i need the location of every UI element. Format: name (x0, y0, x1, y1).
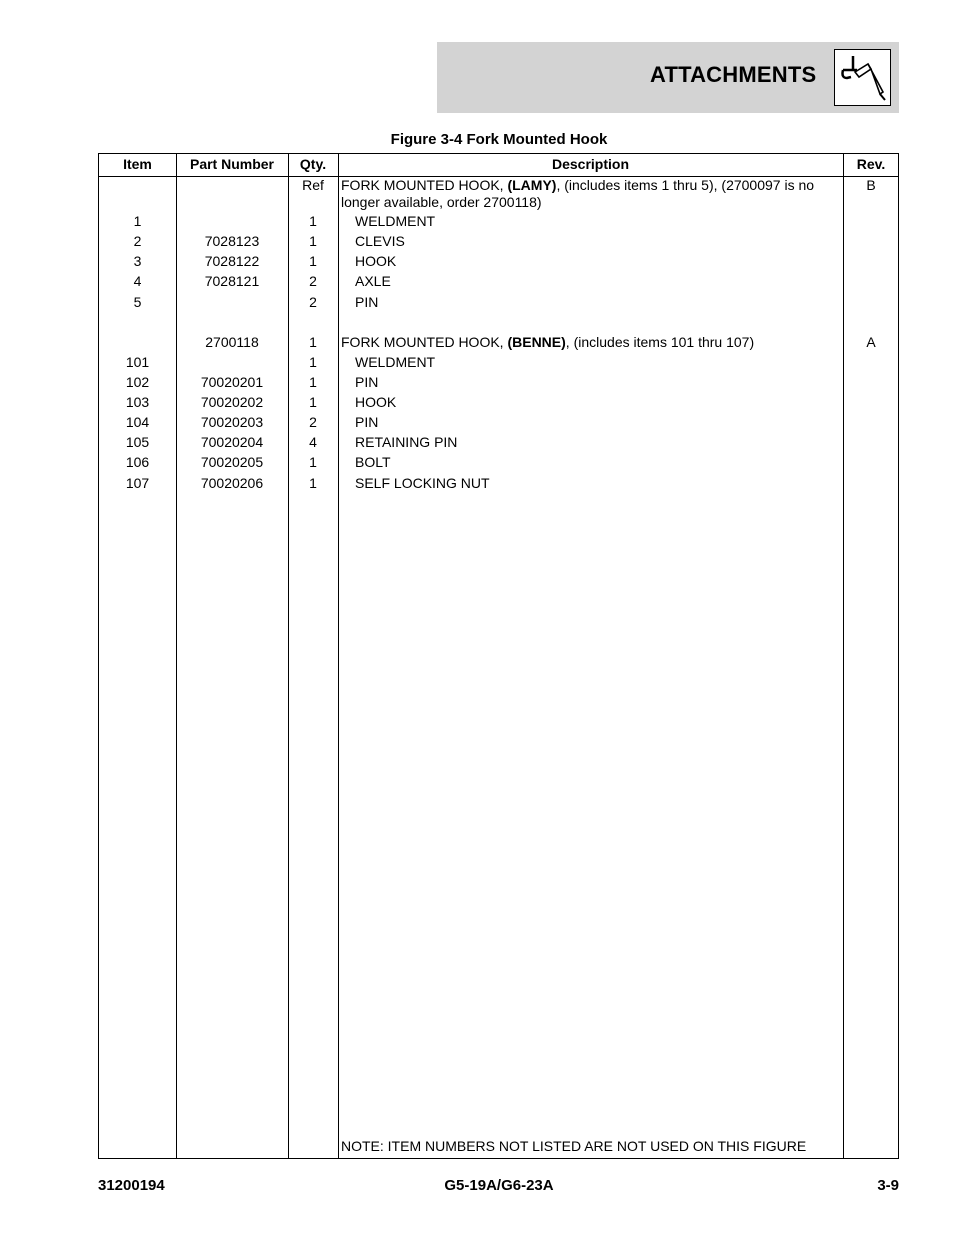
part-number-cell: 70020206 (200, 475, 264, 491)
qty-cell: 4 (309, 434, 317, 450)
qty-cell: 1 (309, 354, 317, 370)
note-text: NOTE: ITEM NUMBERS NOT LISTED ARE NOT USED ON THIS FIGURE (341, 1138, 807, 1154)
description-cell: BOLT (355, 454, 391, 470)
description-cell: AXLE (355, 273, 391, 289)
footer-page-number: 3-9 (877, 1177, 899, 1194)
description-cell: HOOK (355, 253, 397, 269)
part-number-cell: 7028123 (204, 233, 260, 249)
part-number-cell: 70020203 (200, 414, 264, 430)
item-cell: 2 (133, 233, 142, 249)
qty-cell: 2 (309, 414, 317, 430)
qty-cell: 1 (309, 334, 317, 350)
item-cell: 103 (125, 394, 150, 410)
item-cell: 101 (125, 354, 150, 370)
wrench-hook-icon (834, 49, 891, 106)
item-cell: 4 (133, 273, 142, 289)
description-cell: FORK MOUNTED HOOK, (BENNE), (includes items 101 thru 107) (341, 334, 755, 350)
column-divider (176, 154, 177, 1158)
part-number-cell: 2700118 (205, 334, 259, 350)
description-cell: FORK MOUNTED HOOK, (LAMY), (includes items 1 thru 5), (2700097 is no longer available, order 2700118) (341, 177, 815, 210)
description-cell: CLEVIS (355, 233, 405, 249)
item-cell: 104 (125, 414, 150, 430)
description-cell: WELDMENT (355, 213, 436, 229)
header-rev: Rev. (856, 156, 886, 172)
item-cell: 1 (133, 213, 142, 229)
qty-cell: 1 (309, 213, 317, 229)
qty-cell: 1 (309, 475, 317, 491)
qty-cell: 1 (309, 233, 317, 249)
description-cell: WELDMENT (355, 354, 436, 370)
part-number-cell: 70020204 (200, 434, 264, 450)
part-number-cell: 7028121 (204, 273, 260, 289)
rev-cell: B (866, 177, 876, 193)
item-cell: 107 (125, 475, 150, 491)
parts-table (98, 153, 899, 1159)
qty-cell: 2 (309, 294, 317, 310)
part-number-cell: 7028122 (204, 253, 260, 269)
item-cell: 106 (125, 454, 150, 470)
header-description: Description (551, 156, 629, 172)
part-number-cell: 70020202 (200, 394, 264, 410)
description-cell: SELF LOCKING NUT (355, 475, 490, 491)
description-cell: PIN (355, 294, 379, 310)
qty-cell: 1 (309, 253, 317, 269)
header-part-number: Part Number (189, 156, 275, 172)
item-cell: 5 (133, 294, 142, 310)
part-number-cell: 70020201 (200, 374, 264, 390)
rev-cell: A (866, 334, 876, 350)
figure-title: Figure 3-4 Fork Mounted Hook (390, 131, 608, 148)
item-cell: 105 (125, 434, 150, 450)
description-cell: RETAINING PIN (355, 434, 458, 450)
footer-document-number: 31200194 (98, 1177, 165, 1194)
qty-cell: 1 (309, 454, 317, 470)
description-cell: HOOK (355, 394, 397, 410)
column-divider (338, 154, 339, 1158)
footer-model: G5-19A/G6-23A (444, 1177, 554, 1194)
header-item: Item (123, 156, 152, 172)
part-number-cell: 70020205 (200, 454, 264, 470)
qty-cell: 2 (309, 273, 317, 289)
section-title: ATTACHMENTS (650, 62, 817, 87)
qty-cell: 1 (309, 394, 317, 410)
qty-cell: Ref (302, 177, 324, 193)
description-cell: PIN (355, 374, 379, 390)
description-cell: PIN (355, 414, 379, 430)
item-cell: 3 (133, 253, 142, 269)
item-cell: 102 (125, 374, 150, 390)
qty-cell: 1 (309, 374, 317, 390)
header-qty: Qty. (299, 156, 327, 172)
